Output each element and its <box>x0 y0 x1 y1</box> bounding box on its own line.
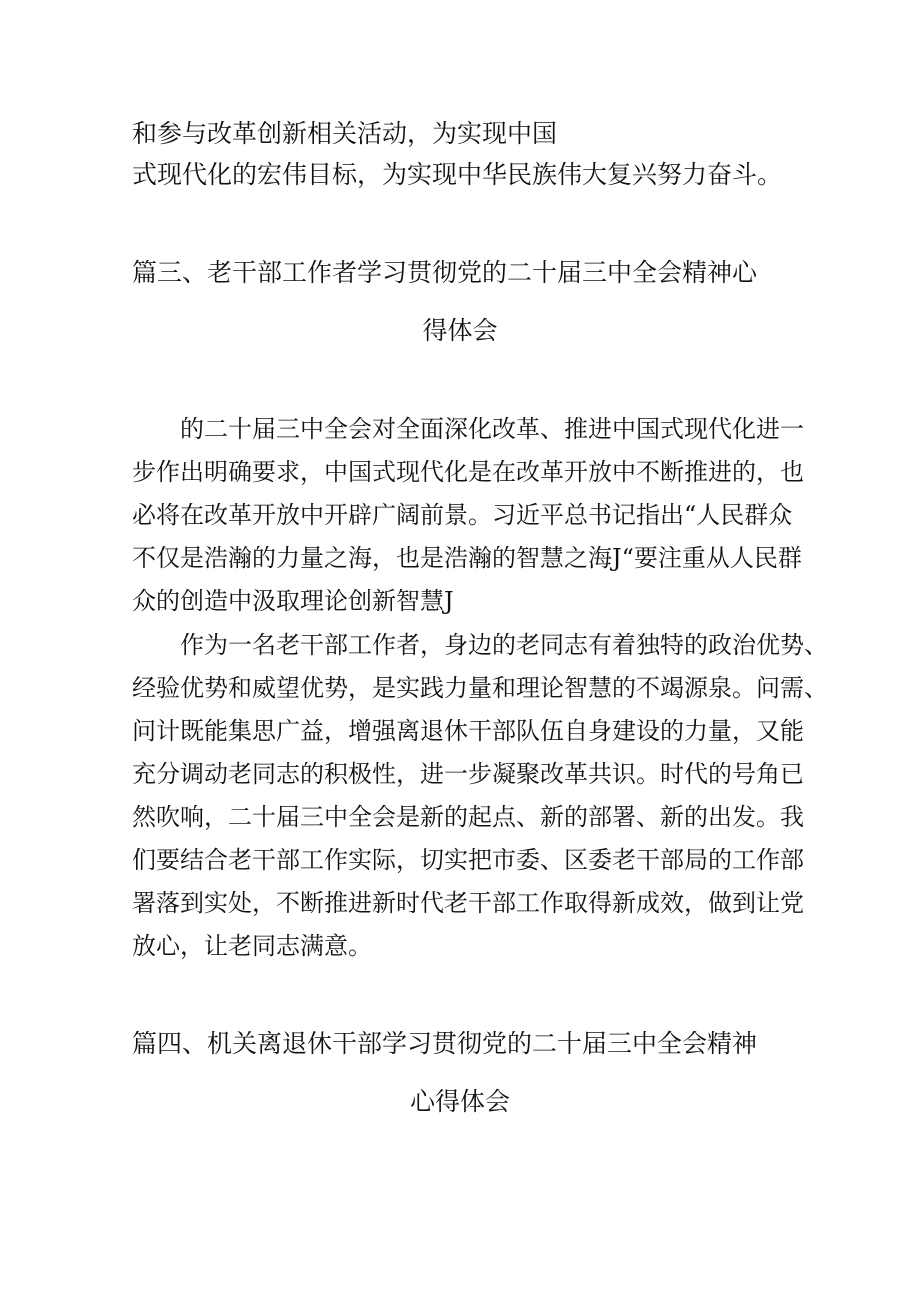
section3-p1-line-5: 众的创造中汲取理论创新智慧J <box>132 587 454 615</box>
intro-line-1: 和参与改革创新相关活动，为实现中国 <box>132 119 558 148</box>
section3-p2-line-7: 署落到实处，不断推进新时代老干部工作取得新成效，做到让党 <box>132 889 804 917</box>
intro-line-2: 式现代化的宏伟目标，为实现中华民族伟大复兴努力奋斗。 <box>132 160 783 189</box>
section3-p2-line-4: 充分调动老同志的积极性，进一步凝聚改革共识。时代的号角已 <box>132 760 804 788</box>
section3-p1-line-1: 的二十届三中全会对全面深化改革、推进中国式现代化进一 <box>180 415 804 443</box>
section3-p1-line-2: 步作出明确要求，中国式现代化是在改革开放中不断推进的，也 <box>132 458 804 486</box>
section3-p1-line-4: 不仅是浩瀚的力量之海，也是浩瀚的智慧之海J“要注重从人民群 <box>132 544 802 572</box>
section3-p2-line-6: 们要结合老干部工作实际，切实把市委、区委老干部局的工作部 <box>132 846 804 874</box>
section3-title-line-1: 篇三、老干部工作者学习贯彻党的二十届三中全会精神心 <box>132 258 758 287</box>
section3-p2-line-2: 经验优势和威望优势，是实践力量和理论智慧的不竭源泉。问需、 <box>132 674 828 702</box>
section3-title-line-2: 得体会 <box>422 316 498 345</box>
section3-p2-line-3: 问计既能集思广益，增强离退休干部队伍自身建设的力量，又能 <box>132 717 804 745</box>
section3-p2-line-1: 作为一名老干部工作者，身边的老同志有着独特的政治优势、 <box>180 631 828 659</box>
section4-title-line-2: 心得体会 <box>409 1087 510 1116</box>
section3-p1-line-3: 必将在改革开放中开辟广阔前景。习近平总书记指出“人民群众 <box>132 501 793 529</box>
section3-p2-line-8: 放心，让老同志满意。 <box>132 932 372 960</box>
section3-p2-line-5: 然吹响，二十届三中全会是新的起点、新的部署、新的出发。我 <box>132 803 804 831</box>
section4-title-line-1: 篇四、机关离退休干部学习贯彻党的二十届三中全会精神 <box>132 1029 758 1058</box>
